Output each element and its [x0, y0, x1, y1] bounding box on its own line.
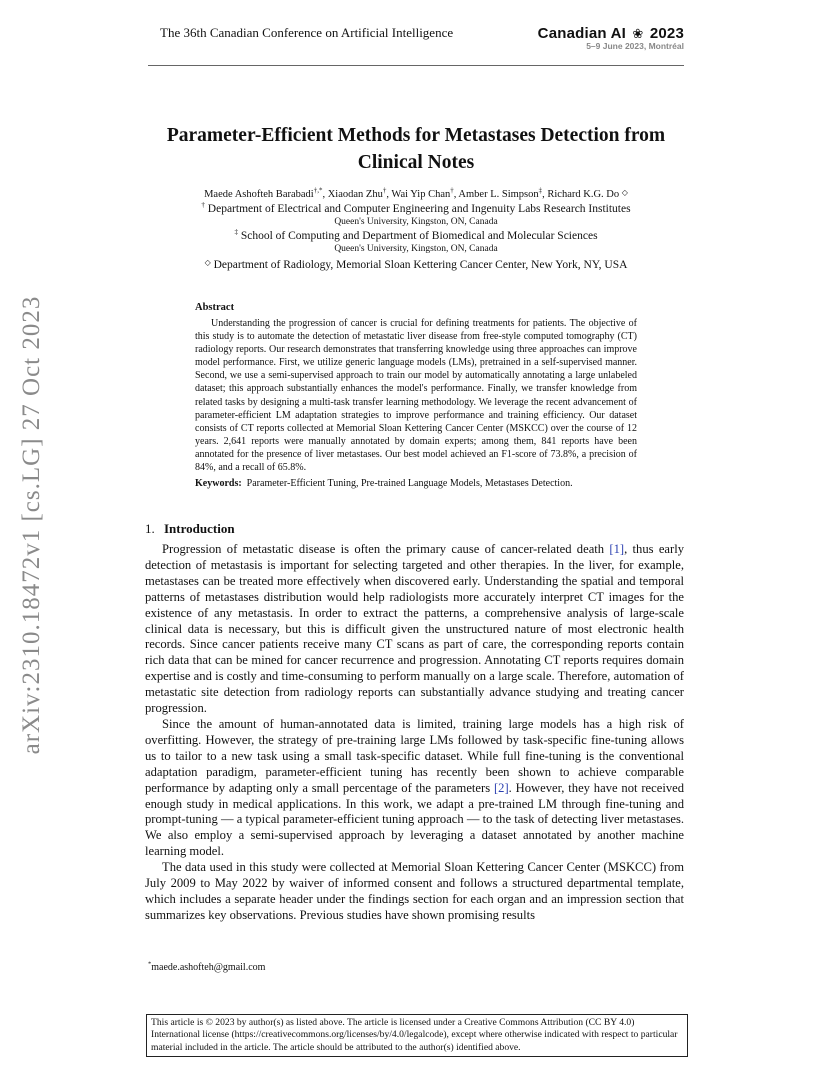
- paragraph-text: Progression of metastatic disease is often the primary cause of cancer-related death: [162, 542, 610, 556]
- author-name: Xiaodan Zhu: [327, 189, 383, 200]
- introduction-section: [145, 521, 684, 924]
- arxiv-stamp-container: [0, 285, 64, 765]
- abstract-heading: Abstract: [195, 302, 235, 313]
- affiliation-name: Department of Radiology, Memorial Sloan Kettering Cancer Center, New York, NY, USA: [213, 259, 628, 271]
- affiliation-mark: ‡: [234, 228, 238, 237]
- affiliation-location: Queen's University, Kingston, ON, Canada: [334, 244, 498, 254]
- maple-leaf-icon: ❀: [632, 26, 644, 41]
- affiliation: [148, 256, 684, 272]
- logo-year: 2023: [649, 25, 684, 42]
- author-mark: †: [450, 186, 454, 195]
- keywords-label: Keywords:: [195, 478, 242, 490]
- affiliation-name: School of Computing and Department of Biomedical and Molecular Sciences: [240, 230, 598, 242]
- section-title: Introduction: [164, 521, 235, 536]
- section-number: 1.: [145, 521, 155, 536]
- conference-name: The 36th Canadian Conference on Artificial Intelligence: [160, 25, 454, 40]
- paragraph: [145, 717, 684, 860]
- author-mark: ◇: [621, 188, 628, 197]
- affiliation-location: Queen's University, Kingston, ON, Canada: [334, 217, 498, 227]
- paragraph: [145, 542, 684, 717]
- author-mark: †,*: [313, 186, 323, 195]
- author-name: Wai Yip Chan: [391, 189, 451, 200]
- paragraph-text: Since the amount of human-annotated data is limited, training large models has a high risk of overfitting. However, the strategy of pre-training large LMs followed by task-specific fine-tuning allows us to tailor to a new task using a small task-specific dataset. While full fine-tuning is the conventional adaptation paradigm, parameter-efficient tuning has recently been shown to achieve comparable performance by adapting only a small percentage of the parameters: [145, 716, 684, 795]
- paragraph: The data used in this study were collected at Memorial Sloan Kettering Cancer Center (MSKCC) from July 2009 to May 2022 by waiver of informed consent and follows a structured departmental template, which includes a separate header under the findings section for each organ and an impression section that summarizes key observations. Previous studies have shown promising results: [145, 860, 684, 922]
- footnote-email: maede.ashofteh@gmail.com: [151, 962, 266, 973]
- header-rule: [148, 65, 684, 66]
- footnote-mark: *: [148, 960, 152, 968]
- keywords-line: [195, 477, 637, 490]
- authors-block: [148, 186, 684, 272]
- affiliation-mark: ◇: [204, 258, 211, 267]
- citation-link[interactable]: [1]: [609, 542, 625, 556]
- section-heading: [145, 521, 684, 537]
- abstract-body: Understanding the progression of cancer is crucial for defining treatments for patients. The objective of this study is to automate the detection of metastatic liver disease from free-style computed tomography (CT) radiology reports. Our research demonstrates that transferring knowledge using three approaches can improve model performance. First, we utilize generic language models (LMs), pretrained in a self-supervised manner. Second, we use a semi-supervised approach to train our model by automatically annotating a large unlabeled dataset; this approach substantially enhances the model's performance. Finally, we transfer knowledge from related tasks by designing a multi-task transfer learning methodology. We leverage the recent advancement of parameter-efficient LM adaptation strategies to improve performance and training efficiency. Our dataset consists of CT reports collected at Memorial Sloan Kettering Cancer Center (MSKCC) over the course of 12 years. 2,641 reports were manually annotated by domain experts; among them, 841 reports have been annotated for the presence of liver metastases. Our best model achieved an F1-score of 73.8%, a precision of 84%, and a recall of 65.8%.: [195, 318, 637, 474]
- title-line-2: Clinical Notes: [357, 152, 475, 173]
- paragraph-text: . However, they have not received enough study in medical applications. In this work, we adapt a pre-trained LM through fine-tuning and prompt-tuning — a typical parameter-efficient tuning approach — to the task of detecting liver metastases. We also employ a semi-supervised approach by leveraging a dataset annotated by another machine learning model.: [145, 780, 685, 859]
- logo-brand: Canadian AI: [537, 25, 626, 42]
- author-mark: ‡: [538, 186, 543, 195]
- author-list: Maede Ashofteh Barabadi†,*, Xiaodan Zhu†, Wai Yip Chan†, Amber L. Simpson‡, Richard K.G. Do ◇: [204, 186, 628, 200]
- citation-link[interactable]: [2]: [493, 780, 509, 795]
- affiliation-mark: †: [201, 201, 205, 210]
- title-line-1: Parameter-Efficient Methods for Metastases Detection from: [166, 125, 666, 146]
- affiliation-name: Department of Electrical and Computer Engineering and Ingenuity Labs Research Institutes: [207, 203, 631, 215]
- author-name: Richard K.G. Do: [547, 189, 620, 200]
- footnote: [148, 962, 265, 973]
- paragraph-text: , thus early detection of metastasis is important for selecting targeted and other therapies. In the liver, for example, metastases can be treated more effectively when discovered early. Understanding the spatial and temporal patterns of metastases distribution would help radiologists more accurately interpret CT images for the existence of any metastasis. In order to extract the patterns, a comprehensive analysis of large-scale clinical data is necessary, but this is difficult given the unstructured nature of most electronic health records. Since cancer patients receive many CT scans as part of care, the corresponding reports contain rich data that can be mined for cancer recurrence and progression. Annotating CT reports requires domain expertise and is costly and time-consuming to perform manually on a large scale. Therefore, automation of metastatic site detection from radiology reports can substantially advance studying and treating cancer progression.: [145, 542, 685, 716]
- keywords-text: Parameter-Efficient Tuning, Pre-trained Language Models, Metastases Detection.: [246, 478, 573, 490]
- arxiv-stamp: arXiv:2310.18472v1 [cs.LG] 27 Oct 2023: [18, 295, 45, 755]
- conference-logo: [538, 25, 684, 51]
- logo-dates: 5–9 June 2023, Montréal: [586, 41, 684, 51]
- affiliation: [148, 229, 684, 243]
- license-box: This article is © 2023 by author(s) as listed above. The article is licensed under a Creative Commons Attribution (CC BY 4.0) International license (https://creativecommons.org/licenses/by/4.0/legalcode), except where otherwise indicated with respect to particular material included in the article. The article should be attributed to the author(s) identified above.: [146, 1014, 688, 1057]
- abstract-section: [195, 302, 637, 490]
- paper-title: [148, 122, 684, 176]
- author-mark: †: [382, 186, 387, 195]
- author-name: Amber L. Simpson: [458, 189, 539, 200]
- author-name: Maede Ashofteh Barabadi: [204, 189, 314, 200]
- affiliation: [148, 202, 684, 216]
